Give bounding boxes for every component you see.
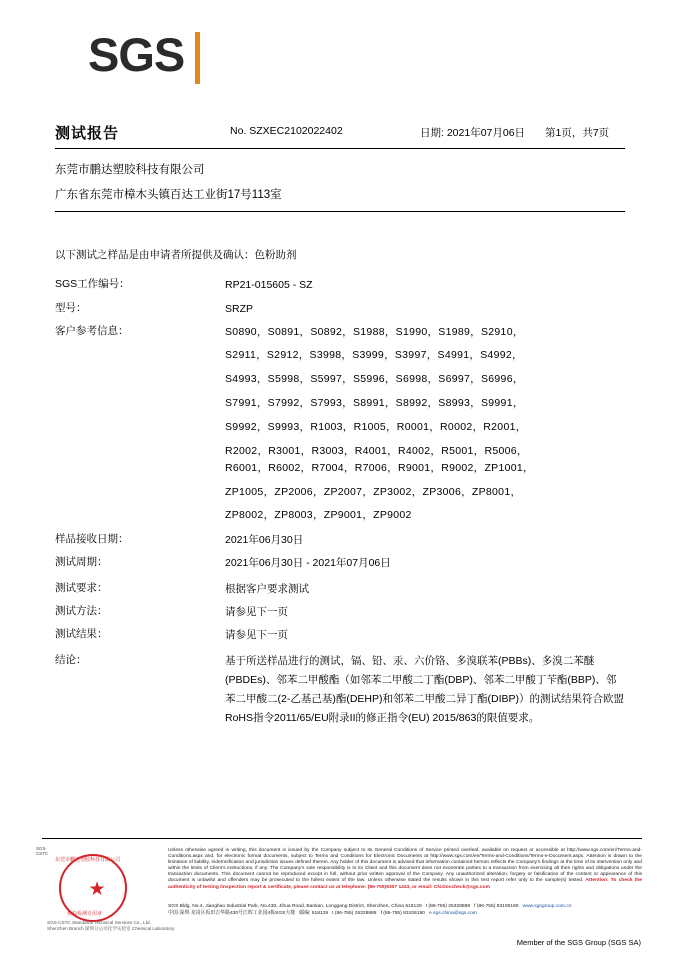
report-date: 日期: 2021年07月06日	[420, 127, 526, 139]
field-label: 结论：	[55, 654, 87, 666]
field-label: 测试周期：	[55, 556, 108, 568]
footer-member-line: Member of the SGS Group (SGS SA)	[516, 938, 641, 947]
sgs-logo-text: SGS	[88, 28, 185, 81]
field-value: 2021年06月30日	[225, 534, 304, 546]
reference-line: ZP8002，ZP8003，ZP9001，ZP9002	[225, 509, 412, 521]
footer-email[interactable]: e sgs.china@sgs.com	[428, 911, 477, 917]
report-number: No. SZXEC2102022402	[230, 125, 343, 137]
field-value: 请参见下一页	[225, 629, 288, 641]
sgs-logo-accent-bar	[195, 32, 200, 84]
footer-phone-cn: t (86-755) 25328888	[332, 911, 377, 917]
page-title: 测试报告	[55, 125, 120, 142]
footer-address-en: SGS Bldg, No.4, Jianghao Industrial Park, No.430, Jihua Road, Bantian, Longgang District, Shenzhen, China 518129	[168, 904, 422, 909]
footer-side-label: SGS-CSTC	[36, 846, 48, 856]
footer-website[interactable]: www.sgsgroup.com.cn	[522, 904, 572, 909]
star-icon: ★	[88, 878, 106, 900]
header-divider	[55, 148, 625, 149]
page-indicator: 第1页，共7页	[545, 127, 610, 139]
field-label: 测试方法：	[55, 605, 108, 617]
field-value: 2021年06月30日 - 2021年07月06日	[225, 557, 391, 569]
footer-attention: Attention: To check the authenticity of testing /inspection report & certificate, please contact us at telephone: (86-755)8307 1443, or email: CN.Doccheck@sgs.com	[168, 878, 642, 890]
footer-address-block	[168, 903, 642, 918]
reference-line: S9992，S9993，R1003，R1005，R0001，R0002，R2001，	[225, 421, 527, 433]
field-value: 基于所送样品进行的测试，镉、铅、汞、六价铬、多溴联苯(PBBs)、多溴二苯醚(PBDEs)、邻苯二甲酸酯（如邻苯二甲酸二丁酯(DBP)、邻苯二甲酸丁苄酯(BBP)、邻苯二甲酸二(2-乙基己基)酯(DEHP)和邻苯二甲酸二异丁酯(DIBP)）的测试结果符合欧盟RoHS指令2011/65/EU附录II的修正指令(EU) 2015/863的限值要求。	[225, 655, 624, 724]
footer-fax-cn: f (86-755) 83106190	[380, 911, 425, 917]
stamp-top-arc: 东莞市鹏达塑胶科技有限公司	[55, 857, 121, 863]
stamp-sub-line: SGS-CSTC Standards Technical Services Co., Ltd.	[47, 920, 151, 925]
field-label: 测试要求：	[55, 582, 108, 594]
reference-line: R6001，R6002，R7004，R7006，R9001，R9002，ZP1001，	[225, 462, 534, 474]
field-value: 根据客户要求测试	[225, 583, 309, 595]
client-divider	[55, 211, 625, 212]
reference-line: R2002，R3001，R3003，R4001，R4002，R5001，R5006，	[225, 445, 528, 457]
field-value: SRZP	[225, 303, 254, 315]
footer-address-cn-row	[168, 910, 642, 917]
sample-statement: 以下测试之样品是由申请者所提供及确认：色粉助剂	[55, 249, 297, 261]
client-company-name: 东莞市鹏达塑胶科技有限公司	[55, 164, 205, 176]
footer-fax-en: f (86-755) 83106190	[474, 904, 519, 909]
stamp-subtitle	[47, 920, 197, 932]
field-value: RP21-015605 - SZ	[225, 279, 313, 291]
report-title-row	[55, 122, 625, 144]
footer-postcode-cn: 邮编: 518129	[299, 911, 329, 917]
footer-disclaimer: Unless otherwise agreed in writing, this document is issued by the Company subject to its General Conditions of Service printed overleaf, available on request or accessible at http://www.sgs.com/en/Terms-and-Conditions.aspx and, for electronic format documents, subject to Terms and Conditions for Electronic Documents at http://www.sgs.com/en/Terms-and-Conditions/Terms-e-Document.aspx. Attention is drawn to the limitation of liability, indemnification and jurisdiction issues defined therein. Any holder of this document is advised that information contained hereon reflects the Company's findings at the time of its intervention only and within the limits of Client's instructions, if any. The Company's sole responsibility is to its Client and this document does not exonerate parties to a transaction from exercising all their rights and obligations under the transaction documents. This document cannot be reproduced except in full, without prior written approval of the Company. Any unauthorized alteration, forgery or falsification of the content or appearance of this document is unlawful and offenders may be prosecuted to the fullest extent of the law. Unless otherwise stated the results shown in this test report refer only to the sample(s) tested.	[168, 848, 642, 884]
reference-line: S4993，S5998，S5997，S5996，S6998，S6997，S6996，	[225, 373, 524, 385]
footer-address-en-row	[168, 903, 642, 910]
stamp-sub-line: Shenzhen Branch 深圳分公司化学实验室 Chemical Laboratory	[47, 926, 175, 931]
field-label: 测试结果：	[55, 628, 108, 640]
client-company-address: 广东省东莞市樟木头镇百达工业街17号113室	[55, 189, 282, 201]
reference-line: S2911，S2912，S3998，S3999，S3997，S4991，S4992，	[225, 349, 523, 361]
field-label: 客户参考信息：	[55, 325, 129, 337]
field-value: 请参见下一页	[225, 606, 288, 618]
stamp-bottom-arc: 检验检测专用章	[67, 911, 103, 917]
company-stamp	[47, 852, 175, 931]
field-label: 样品接收日期：	[55, 533, 129, 545]
footer-divider	[42, 838, 642, 839]
sgs-logo	[88, 30, 198, 92]
field-label: SGS工作编号：	[55, 278, 130, 290]
footer-address-cn: 中国·深圳·龙岗区坂田吉华路430号江晖工业园4栋SGS大楼	[168, 911, 296, 917]
field-value: S0890，S0891，S0892，S1988，S1990，S1989，S2910，	[225, 326, 524, 338]
footer-phone-en: t (86-755) 25328888	[425, 904, 471, 909]
reference-line: S7991，S7992，S7993，S8991，S8992，S8993，S9991，	[225, 397, 524, 409]
reference-line: ZP1005，ZP2006，ZP2007，ZP3002，ZP3006，ZP8001，	[225, 486, 522, 498]
footer-disclaimer-block	[168, 848, 642, 891]
field-label: 型号：	[55, 302, 87, 314]
